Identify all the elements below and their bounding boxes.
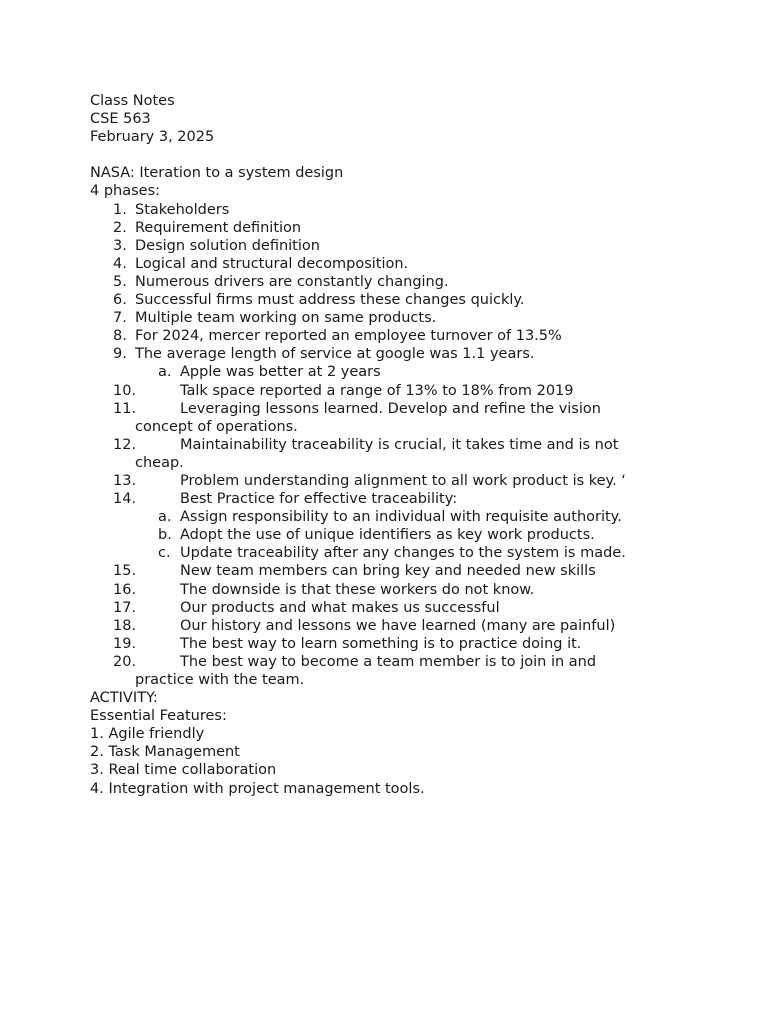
list-subitem: a. Apple was better at 2 years bbox=[158, 364, 381, 381]
list-item: 14. Best Practice for effective traceability: bbox=[113, 491, 458, 508]
list-item: 19. The best way to learn something is to practice doing it. bbox=[113, 635, 582, 652]
list-item: 16. The downside is that these workers do not know. bbox=[113, 581, 535, 598]
activity-heading: ACTIVITY: bbox=[90, 690, 158, 707]
list-item: 10. Talk space reported a range of 13% to 18% from 2019 bbox=[113, 382, 574, 399]
section-subheading: 4 phases: bbox=[90, 183, 161, 200]
list-item: 9. The average length of service at google was 1.1 years. bbox=[113, 346, 535, 363]
list-item: 3. Design solution definition bbox=[113, 237, 320, 254]
feature-item: 3. Real time collaboration bbox=[90, 762, 277, 779]
list-item: 20. The best way to become a team member is to join in and bbox=[113, 653, 597, 670]
list-item: 11. Leveraging lessons learned. Develop and refine the vision bbox=[113, 400, 601, 417]
section-heading: NASA: Iteration to a system design bbox=[90, 165, 344, 182]
blank-line bbox=[90, 146, 690, 164]
list-item-continuation: practice with the team. bbox=[135, 672, 305, 688]
list-item: 5. Numerous drivers are constantly changing. bbox=[113, 273, 449, 290]
list-item: 2. Requirement definition bbox=[113, 219, 302, 236]
feature-item: 4. Integration with project management tools. bbox=[90, 780, 425, 797]
document-page bbox=[90, 92, 690, 798]
list-item: 4. Logical and structural decomposition. bbox=[113, 255, 409, 272]
notes-list bbox=[90, 201, 690, 690]
list-item-continuation: concept of operations. bbox=[135, 418, 298, 435]
activity-subheading: Essential Features: bbox=[90, 708, 227, 725]
list-item-continuation: cheap. bbox=[135, 454, 184, 471]
document-date: February 3, 2025 bbox=[90, 129, 215, 146]
list-item: 12. Maintainability traceability is crucial, it takes time and is not bbox=[113, 436, 619, 453]
list-item: 17. Our products and what makes us successful bbox=[113, 599, 500, 616]
list-item: 1. Stakeholders bbox=[113, 201, 230, 218]
list-subitem: c. Update traceability after any changes to the system is made. bbox=[158, 545, 626, 562]
document-title: Class Notes bbox=[90, 93, 175, 109]
list-item: 15. New team members can bring key and needed new skills bbox=[113, 563, 596, 580]
list-item: 18. Our history and lessons we have learned (many are painful) bbox=[113, 617, 616, 634]
list-item: 6. Successful firms must address these changes quickly. bbox=[113, 292, 525, 309]
feature-item: 1. Agile friendly bbox=[90, 726, 205, 743]
list-item: 7. Multiple team working on same products. bbox=[113, 310, 437, 327]
list-subitem: a. Assign responsibility to an individual with requisite authority. bbox=[158, 509, 622, 526]
course-code: CSE 563 bbox=[90, 111, 151, 128]
list-item: 13. Problem understanding alignment to all work product is key. ‘ bbox=[113, 472, 626, 489]
list-item: 8. For 2024, mercer reported an employee turnover of 13.5% bbox=[113, 328, 562, 345]
list-subitem: b. Adopt the use of unique identifiers as key work products. bbox=[158, 527, 595, 544]
feature-item: 2. Task Management bbox=[90, 744, 240, 761]
